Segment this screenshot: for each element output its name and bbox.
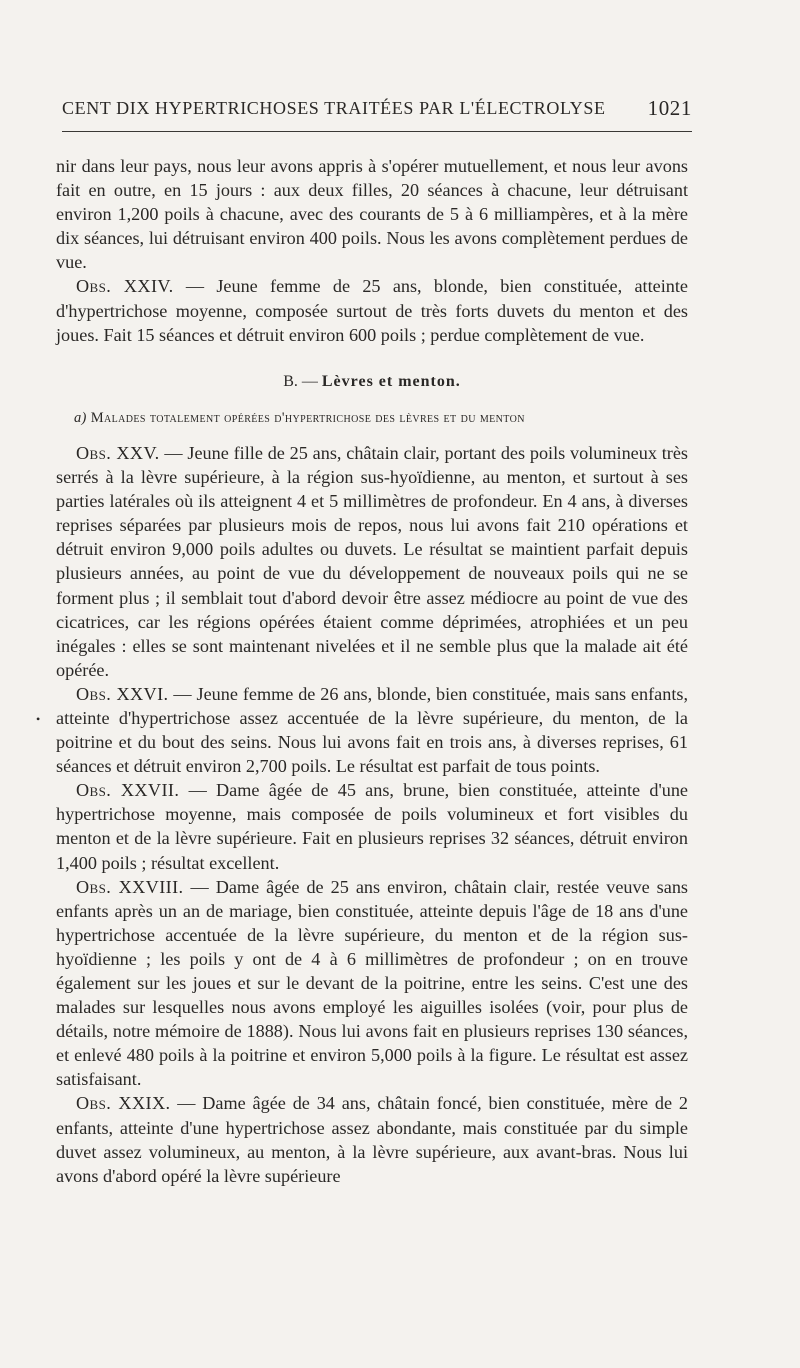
observation-text: — Jeune femme de 26 ans, blonde, bien constituée, mais sans enfants, atteinte d'hypertrichose assez accentuée de la lèvre supérieure, du menton, de la poitrine et du bout des seins. Nous lui avons fait en trois ans, à diverses reprises, 61 séances et détruit environ 2,700 poils. Le résultat est parfait de tous points. [56, 683, 688, 777]
observation-text: — Dame âgée de 34 ans, châtain foncé, bien constituée, mère de 2 enfants, atteinte d'une hypertrichose assez abondante, mais constituée par du simple duvet assez volumineux, au menton, à la lèvre supérieure, aux avant-bras. Nous lui avons d'abord opéré la lèvre supérieure [56, 1093, 688, 1186]
observation-xxix [56, 1091, 688, 1187]
observation-label: Obs. XXVI. [76, 683, 169, 704]
subsection-heading [56, 406, 688, 430]
observation-xxvi [56, 682, 688, 778]
observation-label: Obs. XXVIII. [76, 876, 184, 897]
page-body [56, 154, 688, 1188]
observation-label: Obs. XXIV. [76, 276, 174, 297]
observation-label: Obs. XXV. [76, 442, 160, 463]
section-title: Lèvres et menton. [321, 372, 461, 390]
running-header [62, 98, 692, 124]
observation-xxv [56, 441, 688, 682]
observation-xxviii [56, 875, 688, 1092]
margin-mark: • [36, 712, 41, 726]
page-number: 1021 [647, 96, 692, 120]
paragraph-continuation [56, 154, 688, 274]
paragraph-text: nir dans leur pays, nous leur avons appris à s'opérer mutuellement, et nous leur avons fait en outre, en 15 jours : aux deux filles, 20 séances à chacune, leur détruisant environ 1,200 poils à chacune, avec des courants de 5 à 6 milliampères, et à la mère dix séances, lui détruisant environ 400 poils. Nous les avons complètement perdues de vue. [56, 156, 688, 273]
observation-text: — Dame âgée de 45 ans, brune, bien constituée, atteinte d'une hypertrichose moyenne, mais composée de poils volumineux et fort visibles du menton et de la lèvre supérieure. Fait en plusieurs reprises 32 séances, détruit environ 1,400 poils ; résultat excellent. [56, 780, 688, 873]
observation-label: Obs. XXVII. [76, 780, 180, 801]
header-rule [62, 131, 692, 132]
observation-text: — Jeune femme de 25 ans, blonde, bien constituée, atteinte d'hypertrichose moyenne, composée surtout de très forts duvets du menton et des joues. Fait 15 séances et détruit environ 600 poils ; perdue complètement de vue. [56, 276, 688, 345]
observation-label: Obs. XXIX. [76, 1093, 171, 1114]
running-title: CENT DIX HYPERTRICHOSES TRAITÉES PAR L'ÉLECTROLYSE [62, 98, 606, 118]
subsection-letter: a) [74, 409, 87, 426]
observation-text: — Jeune fille de 25 ans, châtain clair, portant des poils volumineux très serrés à la lèvre supérieure, à la région sus-hyoïdienne, au menton, et surtout à ses parties latérales où ils atteignent 4 et 5 millimètres de profondeur. En 4 ans, à diverses reprises séparées par plusieurs mois de repos, nous lui avons fait 210 opérations et détruit environ 9,000 poils adultes ou duvets. Le résultat se maintient parfait depuis plusieurs années, au point de vue du développement de nouveaux poils qui ne se forment plus ; il semblait tout d'abord devoir être assez médiocre au point de vue des cicatrices, car les régions opérées étaient comme déprimées, atrophiées et un peu inégales : elles se sont maintenant nivelées et il ne semble plus que la malade ait été opérée. [56, 442, 688, 680]
observation-text: — Dame âgée de 25 ans environ, châtain clair, restée veuve sans enfants après un an de mariage, bien constituée, atteinte depuis l'âge de 18 ans d'une hypertrichose accentuée de la lèvre supérieure, du menton et de la région sus-hyoïdienne ; les poils y ont de 4 à 6 millimètres de profondeur ; on en trouve également sur les joues et sur le devant de la poitrine, entre les seins. C'est une des malades sur lesquelles nous avons employé les aiguilles isolées (voir, pour plus de détails, notre mémoire de 1888). Nous lui avons fait en plusieurs reprises 130 séances, et enlevé 480 poils à la poitrine et environ 5,000 poils à la figure. Le résultat est assez satisfaisant. [56, 876, 688, 1090]
section-heading [56, 370, 688, 394]
subsection-title: Malades totalement opérées d'hypertrichose des lèvres et du menton [86, 409, 525, 426]
observation-xxvii [56, 778, 688, 874]
observation-xxiv [56, 274, 688, 346]
section-prefix: B. — [283, 372, 322, 390]
